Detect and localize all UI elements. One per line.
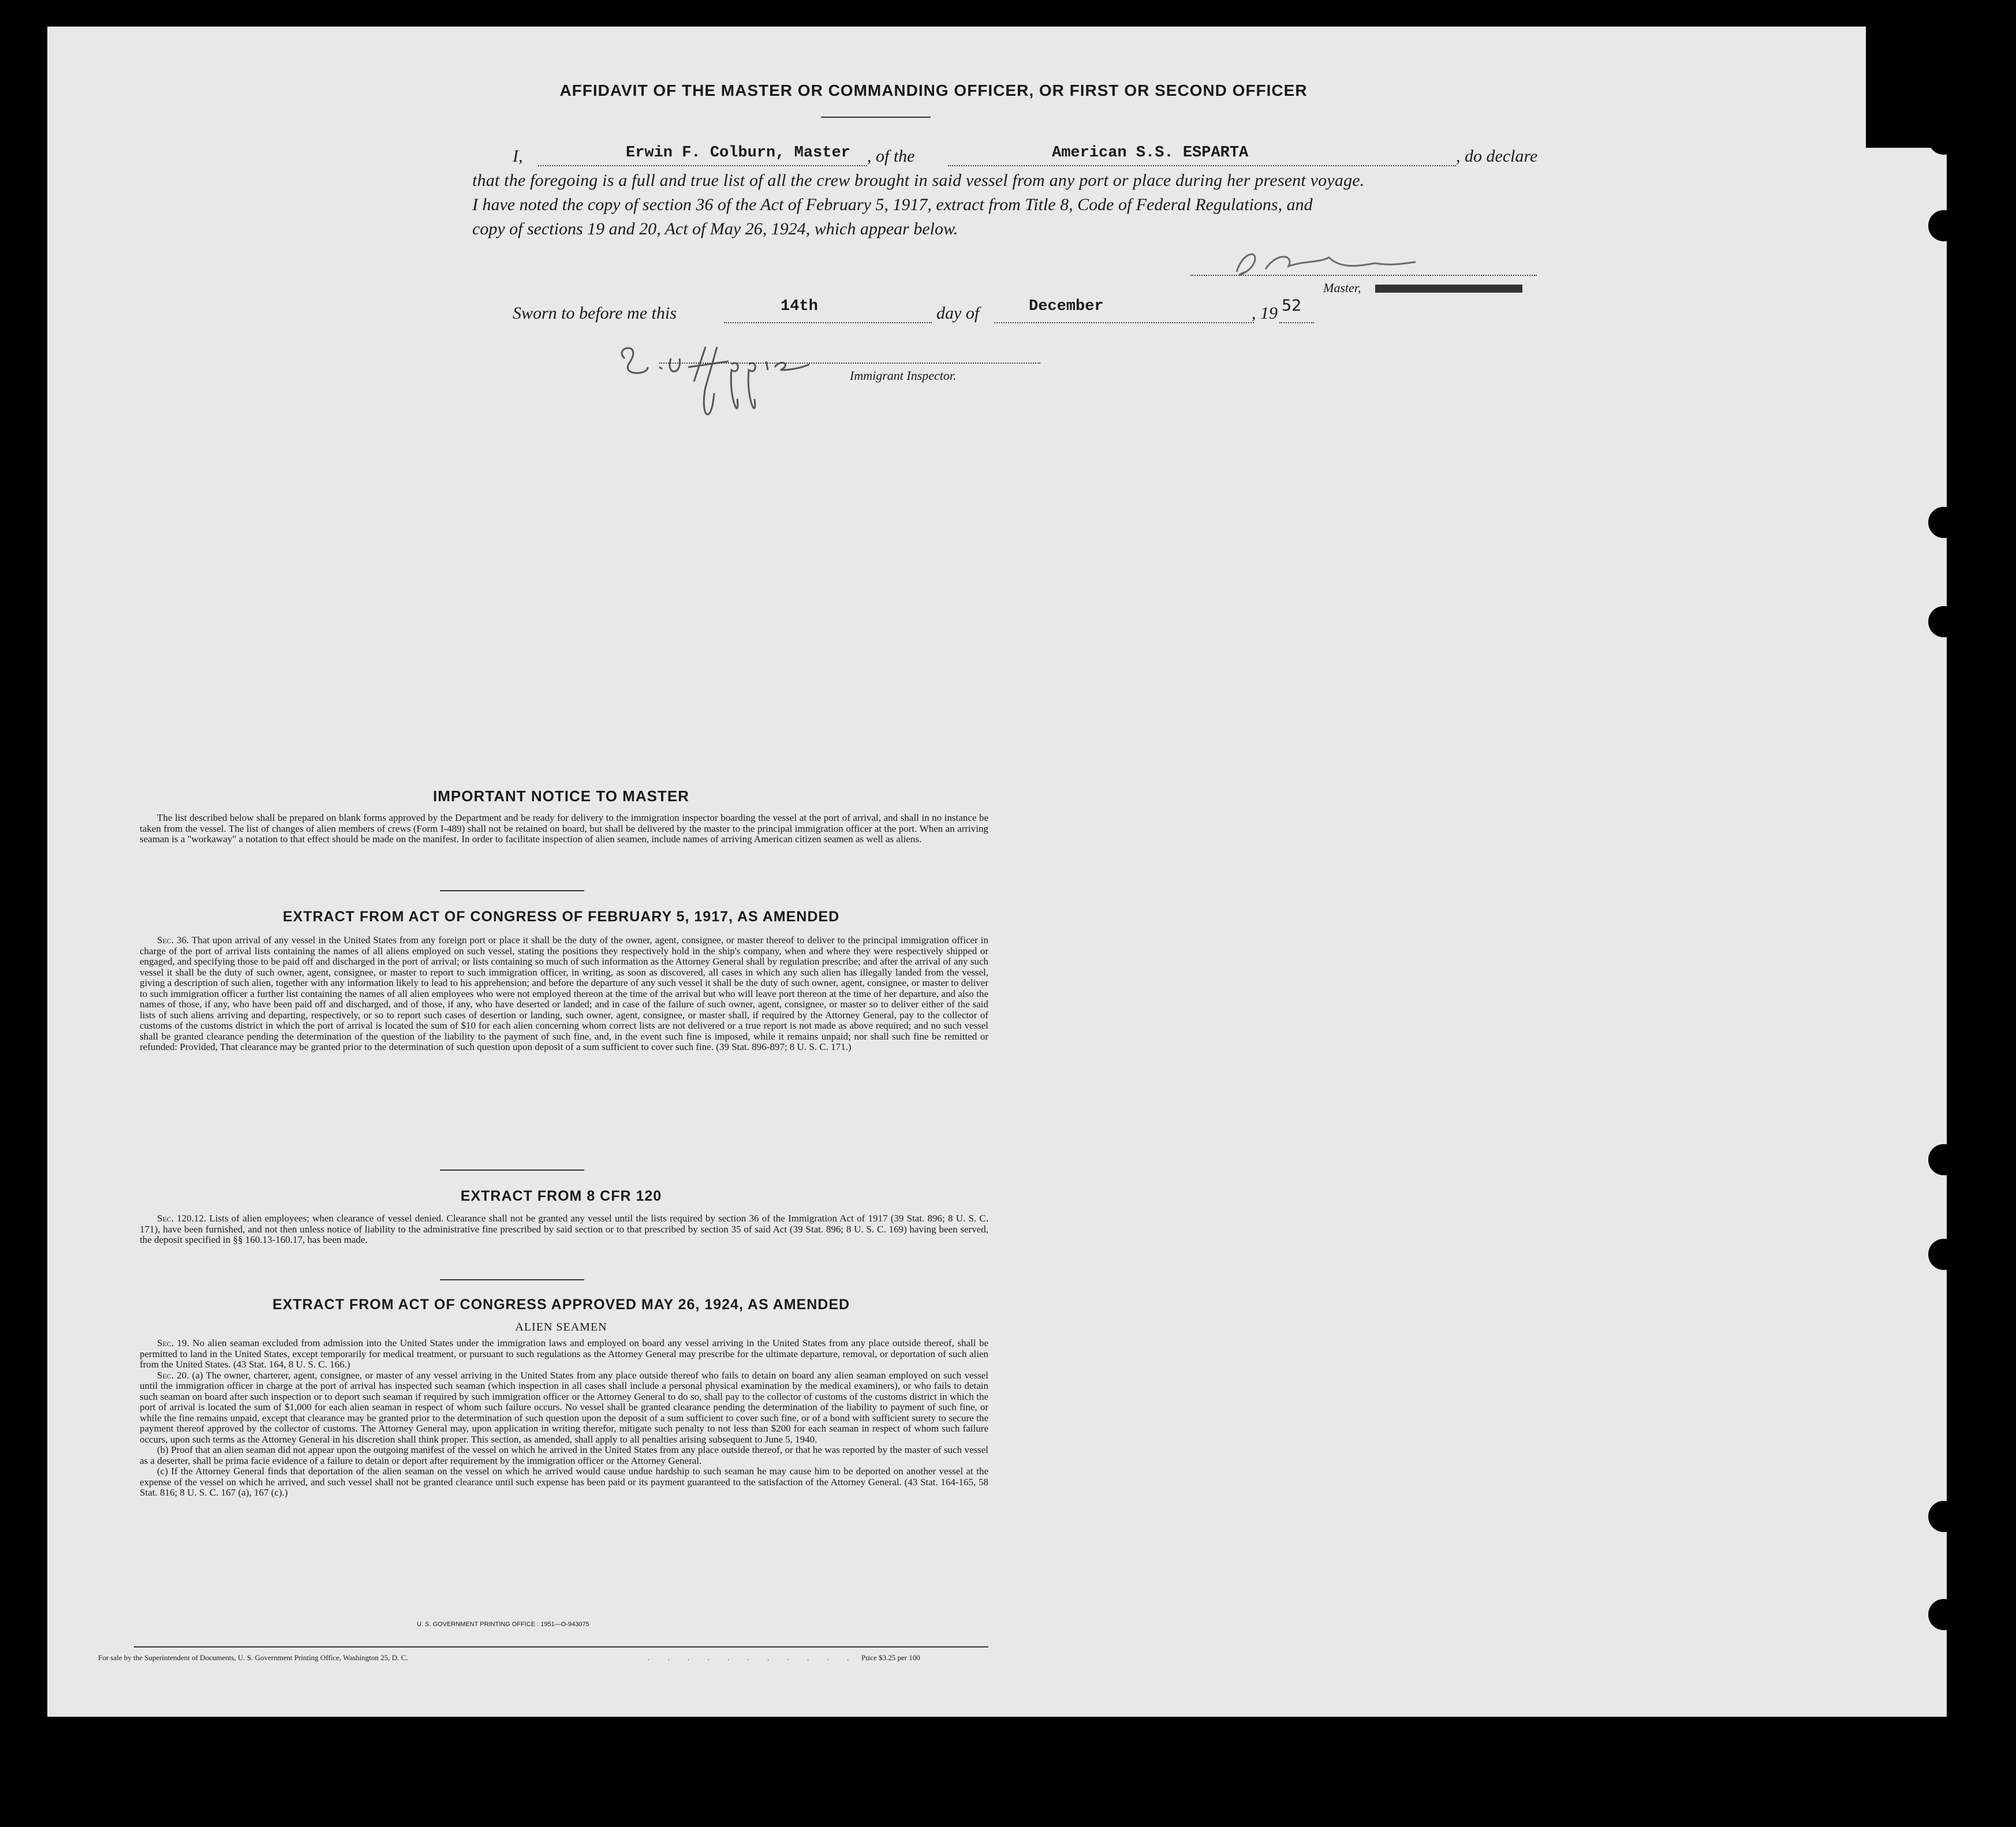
extract-1924-text bbox=[140, 1338, 988, 1499]
extract-1924-title: EXTRACT FROM ACT OF CONGRESS APPROVED MAY 26, 1924, AS AMENDED bbox=[272, 1297, 850, 1313]
declaration-line-3: I have noted the copy of section 36 of the Act of February 5, 1917, extract from Title 8, Code of Federal Regulations, and bbox=[472, 195, 1313, 214]
sworn-year-prefix: , 19 bbox=[1252, 304, 1278, 323]
printing-office-line: U. S. GOVERNMENT PRINTING OFFICE : 1951—O-943075 bbox=[417, 1621, 589, 1628]
footer-rule bbox=[134, 1646, 988, 1647]
extract-1917-title: EXTRACT FROM ACT OF CONGRESS OF FEBRUARY 5, 1917, AS AMENDED bbox=[282, 909, 840, 925]
footer-dots: . . . . . . . . . . . . bbox=[648, 1653, 877, 1662]
notice-title: IMPORTANT NOTICE TO MASTER bbox=[433, 787, 689, 805]
sworn-prefix: Sworn to before me this bbox=[513, 304, 677, 323]
punch-hole bbox=[1928, 1599, 1959, 1630]
inspector-caption: Immigrant Inspector. bbox=[850, 368, 957, 383]
section-rule bbox=[440, 1279, 584, 1280]
extract-cfr-text bbox=[140, 1213, 988, 1246]
section-rule bbox=[440, 1170, 584, 1171]
notice-paragraph: The list described below shall be prepared on blank forms approved by the Department and be ready for delivery to the immigration inspector boarding the vessel at the port of arrival, and shall in no instance be taken from the vessel. The list of changes of alien members of crews (Form I-489) shall not be retained on board, but shall be delivered by the master to the principal immigration officer at the port. When an arriving seaman is a "workaway" a notation to that effect should be made on the manifest. In order to facilitate inspection of alien seamen, include names of arriving American citizen seamen as well as aliens. bbox=[140, 812, 988, 845]
footer-sale-text: For sale by the Superintendent of Documents, U. S. Government Printing Office, Washington 25, D. C. bbox=[98, 1653, 408, 1662]
sec-20-label: Sec. 20. bbox=[157, 1369, 189, 1381]
punch-hole bbox=[1928, 1239, 1959, 1270]
declaration-of-the: , of the bbox=[867, 147, 915, 166]
vessel-name: American S.S. ESPARTA bbox=[1052, 144, 1249, 162]
month-line bbox=[994, 322, 1254, 323]
declaration-i: I, bbox=[513, 147, 523, 166]
sworn-year: 52 bbox=[1282, 297, 1302, 315]
punch-hole bbox=[1928, 1501, 1959, 1532]
name-line bbox=[538, 165, 867, 166]
master-name: Erwin F. Colburn, Master bbox=[626, 144, 850, 162]
punch-hole bbox=[1928, 606, 1959, 637]
sec-20a-text: (a) The owner, charterer, agent, consignee, or master of any vessel arriving in the United States from any place outside thereof who fails to detain on board any alien seaman employed on such vessel until the immigration officer in charge at the port of arrival has inspected such seaman (which inspection in all cases shall include a personal physical examination by the medical examiners), or who fails to detain such seaman on board after such inspection or to deport such seaman if required by such immigration officer or the Attorney General to do so, shall pay to the collector of customs of the customs district in which the port of arrival is located the sum of $1,000 for each alien seaman in respect of whom such failure occurs. No vessel shall be granted clearance pending the determination of the liability to payment of such fine, or while the fine remains unpaid, except that clearance may be granted prior to the determination of such question upon the deposit of a sum sufficient to cover such fine, or of a bond with sufficient surety to secure the payment thereof approved by the collector of customs. The Attorney General may, upon application in writing therefor, mitigate such penalty to not less than $200 for each seaman in respect of whom such failure occurs, upon such terms as the Attorney General in his discretion shall think proper. This section, as amended, shall apply to all penalties arising subsequent to June 5, 1940. bbox=[140, 1369, 988, 1445]
struck-out-text bbox=[1375, 285, 1522, 293]
affidavit-title: AFFIDAVIT OF THE MASTER OR COMMANDING OFFICER, OR FIRST OR SECOND OFFICER bbox=[559, 81, 1308, 99]
section-rule bbox=[440, 890, 584, 891]
extract-1917-text bbox=[140, 935, 988, 1053]
punch-hole bbox=[1928, 210, 1959, 241]
sec-36-label: Sec. 36. bbox=[157, 935, 189, 946]
document-page bbox=[47, 27, 1947, 1717]
declaration-line-4: copy of sections 19 and 20, Act of May 26, 1924, which appear below. bbox=[472, 219, 958, 238]
inspector-signature bbox=[607, 335, 815, 434]
title-rule bbox=[821, 117, 931, 118]
punch-hole bbox=[1928, 507, 1959, 538]
sec-19-text: No alien seaman excluded from admission into the United States under the immigration laws and employed on board any vessel arriving in the United States from any place outside thereof, shall be permitted to land in the United States, except temporarily for medical treatment, or pursuant to such regulations as the Attorney General may prescribe for the ultimate departure, removal, or deportation of such alien from the United States. (43 Stat. 164, 8 U. S. C. 166.) bbox=[140, 1337, 989, 1370]
declaration-do-declare: , do declare bbox=[1456, 147, 1538, 166]
inspector-line bbox=[659, 363, 1040, 364]
sec-36-text: That upon arrival of any vessel in the United States from any foreign port or place it shall be the duty of the owner, agent, consignee, or master thereof to deliver to the principal immigration officer in charge of the port of arrival lists containing the names of all aliens employed on such vessel, stating the positions they respectively hold in the ship's company, when and where they were respectively shipped or engaged, and specifying those to be paid off and discharged in the port of arrival; or lists containing so much of such information as the Attorney General shall by regulation prescribe; and after the arrival of any such vessel it shall be the duty of such owner, agent, consignee, or master to report to such immigration officer, in writing, as soon as discovered, all cases in which any such alien has illegally landed from the vessel, giving a description of such alien, together with any information likely to lead to his apprehension; and before the departure of any such vessel it shall be the duty of such owner, agent, consignee, or master to deliver to such immigration officer a further list containing the names of all alien employees who were not employed thereon at the time of the arrival but who will leave port thereon at the time of her departure, and also the names of those, if any, who have been paid off and discharged, and of those, if any, who have deserted or landed; and in case of the failure of such owner, agent, consignee, or master so to deliver either of the said lists of such aliens arriving and departing, respectively, or so to report such cases of desertion or landing, such owner, agent, consignee, or master shall, if required by the Attorney General, pay to the collector of customs of the customs district in which the port of arrival is located the sum of $10 for each alien concerning whom correct lists are not delivered or a true report is not made as above required; and no such vessel shall be granted clearance pending the determination of the question of the liability to the payment of such fine, and, in the event such fine is imposed, while it remains unpaid; nor shall such fine be remitted or refunded: Provided, That clearance may be granted prior to the determination of such question upon deposit of a sum sufficient to cover such fine. (39 Stat. 896-897; 8 U. S. C. 171.) bbox=[140, 935, 988, 1052]
sec-19-label: Sec. 19. bbox=[157, 1337, 189, 1348]
punch-hole bbox=[1928, 1144, 1959, 1175]
day-line bbox=[724, 322, 932, 323]
sec-20c-text: (c) If the Attorney General finds that deportation of the alien seaman on the vessel on which he arrived would cause undue hardship to such seaman he may cause him to be deported on another vessel at the expense of the vessel on which he arrived, and such vessel shall not be granted clearance until such expense has been paid or its payment guaranteed to the satisfaction of the Attorney General. (43 Stat. 164-165, 58 Stat. 816; 8 U. S. C. 167 (a), 167 (c).) bbox=[140, 1466, 988, 1498]
notice-text bbox=[140, 813, 988, 845]
sworn-day: 14th bbox=[781, 298, 818, 315]
sworn-day-of: day of bbox=[936, 304, 980, 323]
footer-price: Price $3.25 per 100 bbox=[861, 1653, 920, 1662]
year-line bbox=[1279, 322, 1314, 323]
sec-120-text: Lists of alien employees; when clearance of vessel denied. Clearance shall not be granted any vessel until the lists required by section 36 of the Immigration Act of 1917 (39 Stat. 896; 8 U. S. C. 171), have been furnished, and not then unless notice of liability to the administrative fine prescribed by said section or to that prescribed by section 35 of said Act (39 Stat. 896; 8 U. S. C. 169) having been served, the deposit specified in §§ 160.13-160.17, has been made. bbox=[140, 1213, 989, 1245]
sec-20b-text: (b) Proof that an alien seaman did not appear upon the outgoing manifest of the vessel on which he arrived in the United States from any place outside thereof, or that he was reported by the master of such vessel as a deserter, shall be prima facie evidence of a failure to detain or deport after requirement by the immigration officer or the Attorney General. bbox=[140, 1444, 988, 1466]
master-signature-line bbox=[1190, 275, 1537, 276]
punch-hole bbox=[1928, 124, 1959, 155]
sec-120-label: Sec. 120.12. bbox=[157, 1213, 207, 1224]
alien-seamen-subtitle: ALIEN SEAMEN bbox=[515, 1321, 607, 1333]
vessel-line bbox=[948, 165, 1456, 166]
declaration-line-2: that the foregoing is a full and true list of all the crew brought in said vessel from any port or place during her present voyage. bbox=[472, 171, 1365, 190]
sworn-month: December bbox=[1029, 298, 1104, 315]
extract-cfr-title: EXTRACT FROM 8 CFR 120 bbox=[460, 1188, 662, 1204]
master-caption: Master, bbox=[1323, 281, 1361, 295]
